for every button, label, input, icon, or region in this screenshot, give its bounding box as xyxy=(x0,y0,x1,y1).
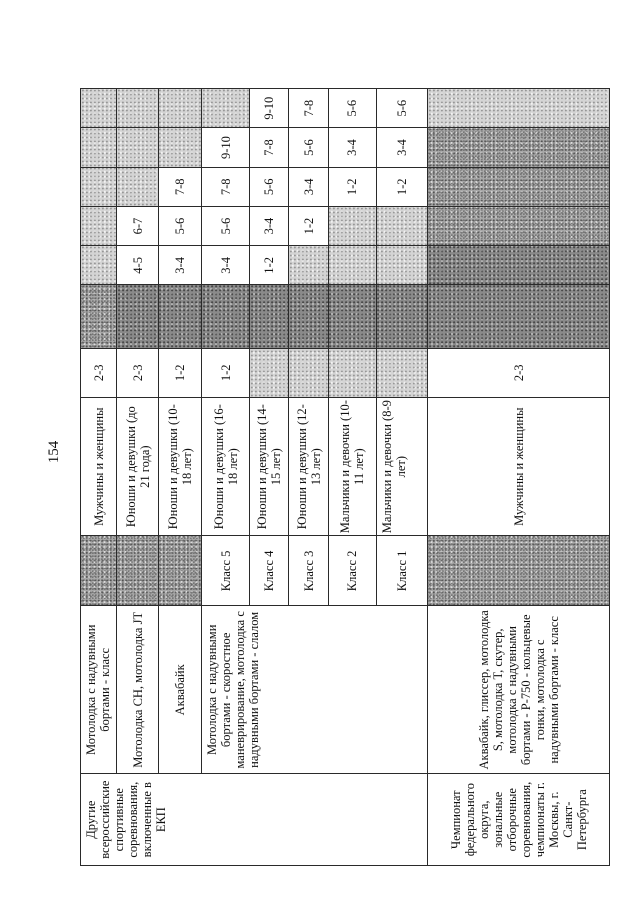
level-cell xyxy=(81,246,117,285)
category-cell: Юноши и девушки (14-15 лет) xyxy=(250,397,289,536)
table-row xyxy=(158,89,202,866)
ages-cell xyxy=(328,348,376,397)
level-cell xyxy=(81,167,117,206)
class-cell: Класс 4 xyxy=(250,536,289,606)
level-cell: 9-10 xyxy=(250,89,289,128)
class-cell xyxy=(81,536,117,606)
level-cell: 3-4 xyxy=(328,128,376,167)
level-cell: 5-6 xyxy=(328,89,376,128)
table-row xyxy=(117,89,158,866)
category-cell: Мужчины и женщины xyxy=(428,397,610,536)
level-cell xyxy=(376,206,428,245)
level-cell xyxy=(428,206,610,245)
level-cell xyxy=(117,167,158,206)
level-cell: 5-6 xyxy=(376,89,428,128)
discipline-cell: Мотолодка с надувными бортами - скоростное маневрирование, мотолодка с надувными бортами - слалом xyxy=(202,606,428,774)
discipline-cell: Мотолодка СН, мотолодка JT xyxy=(117,606,158,774)
category-cell: Мужчины и женщины xyxy=(81,397,117,536)
category-cell: Юноши и девушки (до 21 года) xyxy=(117,397,158,536)
level-cell xyxy=(289,285,328,348)
level-cell xyxy=(289,246,328,285)
ages-cell: 2-3 xyxy=(117,348,158,397)
table-row xyxy=(81,89,117,866)
level-cell xyxy=(376,285,428,348)
level-cell: 7-8 xyxy=(202,167,250,206)
level-cell: 1-2 xyxy=(376,167,428,206)
level-cell xyxy=(376,246,428,285)
category-cell: Мальчики и девочки (10-11 лет) xyxy=(328,397,376,536)
ages-cell: 1-2 xyxy=(158,348,202,397)
group-cell: Другие всероссийские спортивные соревнования, включенные в ЕКП xyxy=(81,774,428,866)
ranking-table xyxy=(80,88,610,866)
level-cell xyxy=(202,285,250,348)
level-cell: 1-2 xyxy=(328,167,376,206)
class-cell: Класс 3 xyxy=(289,536,328,606)
level-cell: 5-6 xyxy=(158,206,202,245)
discipline-cell: Аквабайк, глиссер, мотолодка S, мотолодка T, скутер, мотолодка с надувными бортами - Р-750 - кольцевые гонки, мотолодка с надувными бортами - класс xyxy=(428,606,610,774)
level-cell: 1-2 xyxy=(289,206,328,245)
level-cell: 6-7 xyxy=(117,206,158,245)
class-cell xyxy=(158,536,202,606)
document-sheet xyxy=(80,88,610,866)
class-cell: Класс 2 xyxy=(328,536,376,606)
level-cell xyxy=(117,89,158,128)
level-cell xyxy=(428,89,610,128)
level-cell: 7-8 xyxy=(289,89,328,128)
level-cell xyxy=(117,128,158,167)
category-cell: Юноши и девушки (10-18 лет) xyxy=(158,397,202,536)
level-cell: 7-8 xyxy=(158,167,202,206)
table-row xyxy=(202,89,250,866)
level-cell: 3-4 xyxy=(158,246,202,285)
group-cell: Чемпионат федерального округа, зональные отборочные соревнования, чемпионаты г. Москвы, г. Санкт-Петербурга xyxy=(428,774,610,866)
table-row xyxy=(428,89,610,866)
page-number: 154 xyxy=(46,440,62,464)
ages-cell: 2-3 xyxy=(428,348,610,397)
category-cell: Юноши и девушки (16-18 лет) xyxy=(202,397,250,536)
level-cell xyxy=(428,285,610,348)
ages-cell xyxy=(376,348,428,397)
level-cell xyxy=(250,285,289,348)
ages-cell: 2-3 xyxy=(81,348,117,397)
level-cell: 1-2 xyxy=(250,246,289,285)
discipline-cell: Аквабайк xyxy=(158,606,202,774)
level-cell: 3-4 xyxy=(250,206,289,245)
ages-cell xyxy=(289,348,328,397)
level-cell xyxy=(117,285,158,348)
level-cell: 9-10 xyxy=(202,128,250,167)
class-cell: Класс 5 xyxy=(202,536,250,606)
level-cell: 4-5 xyxy=(117,246,158,285)
level-cell xyxy=(81,128,117,167)
ages-cell: 1-2 xyxy=(202,348,250,397)
discipline-cell: Мотолодка с надувными бортами - класс xyxy=(81,606,117,774)
level-cell: 7-8 xyxy=(250,128,289,167)
class-cell xyxy=(117,536,158,606)
level-cell: 3-4 xyxy=(376,128,428,167)
class-cell xyxy=(428,536,610,606)
level-cell: 3-4 xyxy=(289,167,328,206)
level-cell xyxy=(81,285,117,348)
level-cell xyxy=(428,128,610,167)
level-cell xyxy=(81,206,117,245)
level-cell xyxy=(328,285,376,348)
level-cell xyxy=(428,246,610,285)
level-cell: 5-6 xyxy=(202,206,250,245)
category-cell: Мальчики и девочки (8-9 лет) xyxy=(376,397,428,536)
level-cell: 5-6 xyxy=(250,167,289,206)
category-cell: Юноши и девушки (12-13 лет) xyxy=(289,397,328,536)
class-cell: Класс 1 xyxy=(376,536,428,606)
level-cell: 5-6 xyxy=(289,128,328,167)
level-cell xyxy=(428,167,610,206)
level-cell xyxy=(81,89,117,128)
level-cell xyxy=(328,246,376,285)
level-cell xyxy=(328,206,376,245)
level-cell xyxy=(158,89,202,128)
level-cell: 3-4 xyxy=(202,246,250,285)
level-cell xyxy=(158,128,202,167)
ages-cell xyxy=(250,348,289,397)
level-cell xyxy=(158,285,202,348)
level-cell xyxy=(202,89,250,128)
